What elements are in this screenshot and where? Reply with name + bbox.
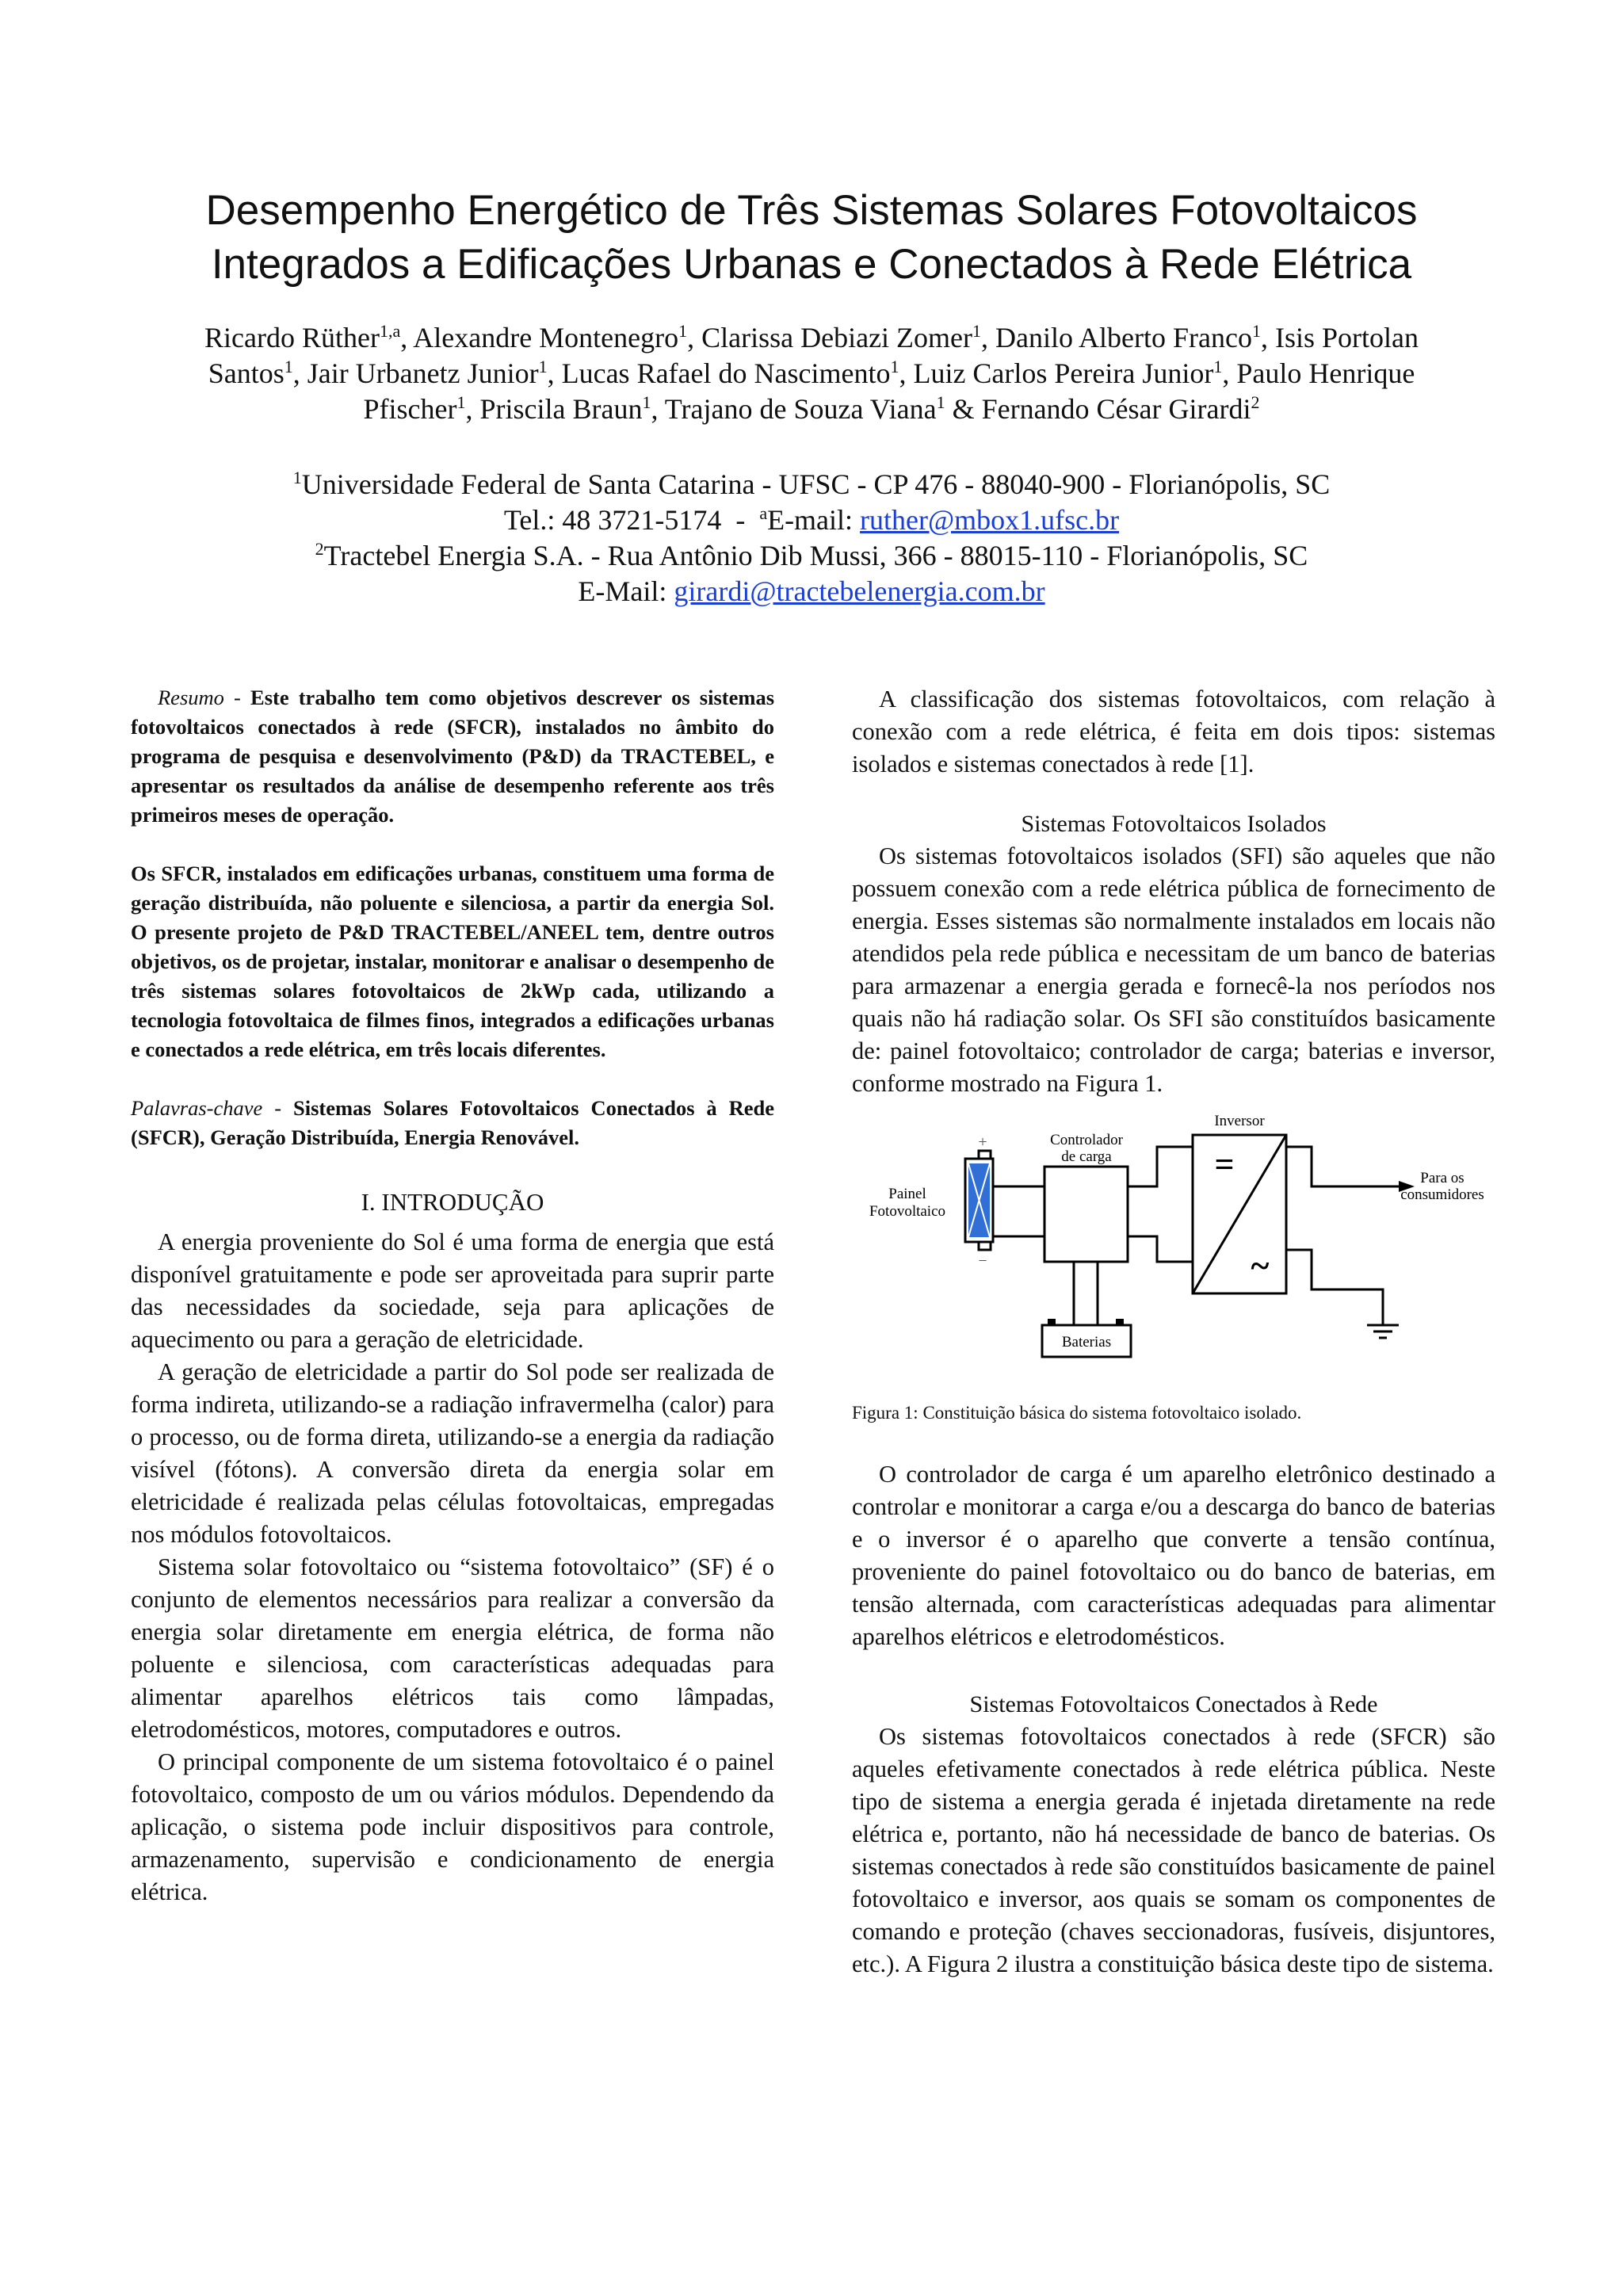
author-name: Ricardo Rüther <box>204 322 380 353</box>
controller-label-2: de carga <box>1061 1148 1112 1165</box>
affil-sup: 1 <box>292 468 302 487</box>
author-sup: 1 <box>456 392 466 412</box>
author-list <box>127 320 1496 427</box>
dc-symbol-icon: = <box>1214 1145 1235 1184</box>
right-column <box>852 683 1495 1981</box>
author-sup: 1 <box>642 392 651 412</box>
batteries-label: Baterias <box>1061 1334 1112 1350</box>
author-name: & Fernando César Girardi <box>945 393 1251 425</box>
author-name: , Luiz Carlos Pereira Junior <box>899 357 1214 389</box>
author-name: , Danilo Alberto Franco <box>981 322 1252 353</box>
figure-1-svg <box>852 1111 1495 1396</box>
abstract <box>131 683 774 1152</box>
author-sup: 2 <box>1251 392 1260 412</box>
phone-text: Tel.: 48 3721-5174 - <box>503 504 760 536</box>
inverter-label: Inversor <box>1214 1113 1265 1129</box>
title-line-1: Desempenho Energético de Três Sistemas Solares Fotovoltaicos <box>205 187 1418 234</box>
email-label: E-Mail: <box>578 575 674 607</box>
intro-paragraph-1: A energia proveniente do Sol é uma forma de energia que está disponível gratuitamente e pode ser aproveitada para suprir parte das necessidades da sociedade, seja para aplicações de aquecimento ou para a geração de eletricidade. <box>131 1228 774 1353</box>
section-heading-introducao: I. INTRODUÇÃO <box>361 1188 544 1216</box>
panel-plus-sign: + <box>978 1133 987 1151</box>
abstract-dash: - <box>223 686 251 709</box>
classification-paragraph: A classificação dos sistemas fotovoltaicos, com relação à conexão com a rede elétrica, é feita em dois tipos: sistemas isolados e sistemas conectados à rede [1]. <box>852 686 1495 777</box>
wire-ctrl-inv-top <box>1128 1147 1193 1186</box>
abstract-text-2: Os SFCR, instalados em edificações urbanas, constituem uma forma de geração distribuída, não poluente e silenciosa, a partir da energia Sol. O presente projeto de P&D TRACTEBEL/ANEEL tem, dentre outros objetivos, os de projetar, instalar, monitorar e analisar o desempenho de três sistemas solares fotovoltaicos de 2kWp cada, utilizando a tecnologia fotovoltaica de filmes finos, integrados a edificações urbanas e conectados a rede elétrica, em três locais diferentes. <box>131 861 774 1061</box>
author-sup: 1 <box>284 357 293 376</box>
author-sup: 1 <box>972 321 982 341</box>
affiliation-2 <box>127 538 1496 574</box>
charge-controller-box <box>1044 1167 1128 1262</box>
figure-1-caption: Figura 1: Constituição básica do sistema fotovoltaico isolado. <box>852 1403 1302 1423</box>
controller-paragraph: O controlador de carga é um aparelho eletrônico destinado a controlar e monitorar a carga e/ou a descarga do banco de baterias e o inversor é o aparelho que converte a tensão contínua, proveniente do painel fotovoltaico ou do banco de baterias, em tensão alternada, com características adequadas para alimentar aparelhos elétricos e eletrodomésticos. <box>852 1461 1495 1650</box>
subsection-heading-sfcr: Sistemas Fotovoltaicos Conectados à Rede <box>969 1691 1378 1717</box>
sfcr-paragraph: Os sistemas fotovoltaicos conectados à rede (SFCR) são aqueles efetivamente conectados à rede elétrica pública. Neste tipo de sistema a energia gerada é injetada diretamente na rede elétrica e, portanto, não há necessidade de banco de baterias. Os sistemas conectados à rede são constituídos basicamente de painel fotovoltaico e inversor, aos quais se somam os componentes de comando e proteção (chaves seccionadoras, fusíveis, disjuntores, etc.). A Figura 2 ilustra a constituição básica deste tipo de sistema. <box>852 1723 1495 1977</box>
subsection-heading-sfi: Sistemas Fotovoltaicos Isolados <box>1021 811 1327 837</box>
ground-icon <box>1367 1325 1399 1338</box>
controller-label-1: Controlador <box>1050 1132 1123 1148</box>
wire-ctrl-inv-bottom <box>1128 1236 1193 1262</box>
abstract-label: Resumo <box>158 686 224 709</box>
author-sup: 1 <box>936 392 945 412</box>
sfi-paragraph: Os sistemas fotovoltaicos isolados (SFI) são aqueles que não possuem conexão com a rede elétrica pública de fornecimento de energia. Esses sistemas são normalmente instalados em locais não atendidos pela rede pública e necessitam de um banco de baterias para armazenar a energia gerada e fornecê-la nos períodos nos quais não há radiação solar. Os SFI são constituídos basicamente de: painel fotovoltaico; controlador de carga; baterias e inversor, conforme mostrado na Figura 1. <box>852 842 1495 1097</box>
author-name: , Paulo Henrique <box>1222 357 1415 389</box>
author-sup: 1 <box>1213 357 1223 376</box>
keywords <box>131 1094 774 1152</box>
keywords-text: Sistemas Solares Fotovoltaicos Conectados à Rede (SFCR), Geração Distribuída, Energia Renovável. <box>131 1096 774 1149</box>
consumers-label-2: consumidores <box>1400 1186 1484 1203</box>
title-line-2: Integrados a Edificações Urbanas e Conectados à Rede Elétrica <box>211 241 1412 288</box>
author-name: Pfischer <box>363 393 457 425</box>
author-name: , Priscila Braun <box>465 393 643 425</box>
keywords-dash: - <box>262 1096 293 1120</box>
author-name: , Alexandre Montenegro <box>400 322 679 353</box>
left-column <box>131 683 774 1908</box>
abstract-paragraph-2 <box>131 859 774 1064</box>
affil-text: Universidade Federal de Santa Catarina - UFSC - CP 476 - 88040-900 - Florianópolis, SC <box>301 468 1331 500</box>
intro-paragraph-2: A geração de eletricidade a partir do Sol pode ser realizada de forma indireta, utilizando-se a radiação infravermelha (calor) para o processo, ou de forma direta, utilizando-se a energia da radiação visível (fótons). A conversão direta da energia solar em eletricidade é realizada pelas células fotovoltaicas, empregadas nos módulos fotovoltaicos. <box>131 1358 774 1548</box>
wire-output <box>1286 1147 1399 1186</box>
author-name: , Jair Urbanetz Junior <box>292 357 539 389</box>
email-label: E-mail: <box>767 504 861 536</box>
author-name: Santos <box>208 357 285 389</box>
affil-sup: 2 <box>315 539 324 559</box>
panel-label-2: Fotovoltaico <box>869 1203 946 1220</box>
intro-paragraph-3: Sistema solar fotovoltaico ou “sistema fotovoltaico” (SF) é o conjunto de elementos necessários para realizar a conversão da energia solar diretamente em energia elétrica, de forma não poluente e silenciosa, com características adequadas para alimentar aparelhos elétricos tais como lâmpadas, eletrodomésticos, motores, computadores e outros. <box>131 1553 774 1743</box>
affiliations <box>127 467 1496 609</box>
email-link-ruther[interactable]: ruther@mbox1.ufsc.br <box>860 504 1120 536</box>
intro-paragraph-4: O principal componente de um sistema fotovoltaico é o painel fotovoltaico, composto de um ou vários módulos. Dependendo da aplicação, o sistema pode incluir dispositivos para controle, armazenamento, supervisão e condicionamento de energia elétrica. <box>131 1748 774 1905</box>
author-sup: 1 <box>678 321 688 341</box>
wire-ground <box>1286 1250 1383 1325</box>
affiliation-2-contact <box>127 574 1496 609</box>
author-name: , Clarissa Debiazi Zomer <box>687 322 973 353</box>
paper-title <box>127 184 1496 292</box>
author-sup: 1 <box>538 357 548 376</box>
author-name: , Lucas Rafael do Nascimento <box>547 357 891 389</box>
consumers-label-1: Para os <box>1420 1170 1465 1186</box>
solar-panel-icon <box>965 1159 993 1242</box>
email-link-girardi[interactable]: girardi@tractebelenergia.com.br <box>674 575 1045 607</box>
affil-sup: a <box>759 503 768 523</box>
panel-minus-sign: − <box>978 1252 987 1270</box>
abstract-text-1: Este trabalho tem como objetivos descrever os sistemas fotovoltaicos conectados à rede (SFCR), instalados no âmbito do programa de pesquisa e desenvolvimento (P&D) da TRACTEBEL, e apresentar os resultados da análise de desempenho referente aos três primeiros meses de operação. <box>131 686 775 827</box>
author-sup: 1,a <box>379 321 401 341</box>
panel-label-1: Painel <box>888 1186 926 1202</box>
author-name: , Trajano de Souza Viana <box>651 393 937 425</box>
author-name: , Isis Portolan <box>1260 322 1419 353</box>
abstract-paragraph-1 <box>131 683 774 830</box>
header-block <box>127 184 1496 609</box>
affiliation-1-contact <box>127 502 1496 538</box>
author-sup: 1 <box>1251 321 1261 341</box>
keywords-label: Palavras-chave <box>131 1096 263 1120</box>
affil-text: Tractebel Energia S.A. - Rua Antônio Dib Mussi, 366 - 88015-110 - Florianópolis, SC <box>323 540 1308 571</box>
figure-1-diagram <box>852 1111 1495 1396</box>
wires <box>979 1147 1399 1325</box>
ac-symbol-icon: ~ <box>1251 1247 1270 1286</box>
affiliation-1 <box>127 467 1496 502</box>
author-sup: 1 <box>890 357 899 376</box>
